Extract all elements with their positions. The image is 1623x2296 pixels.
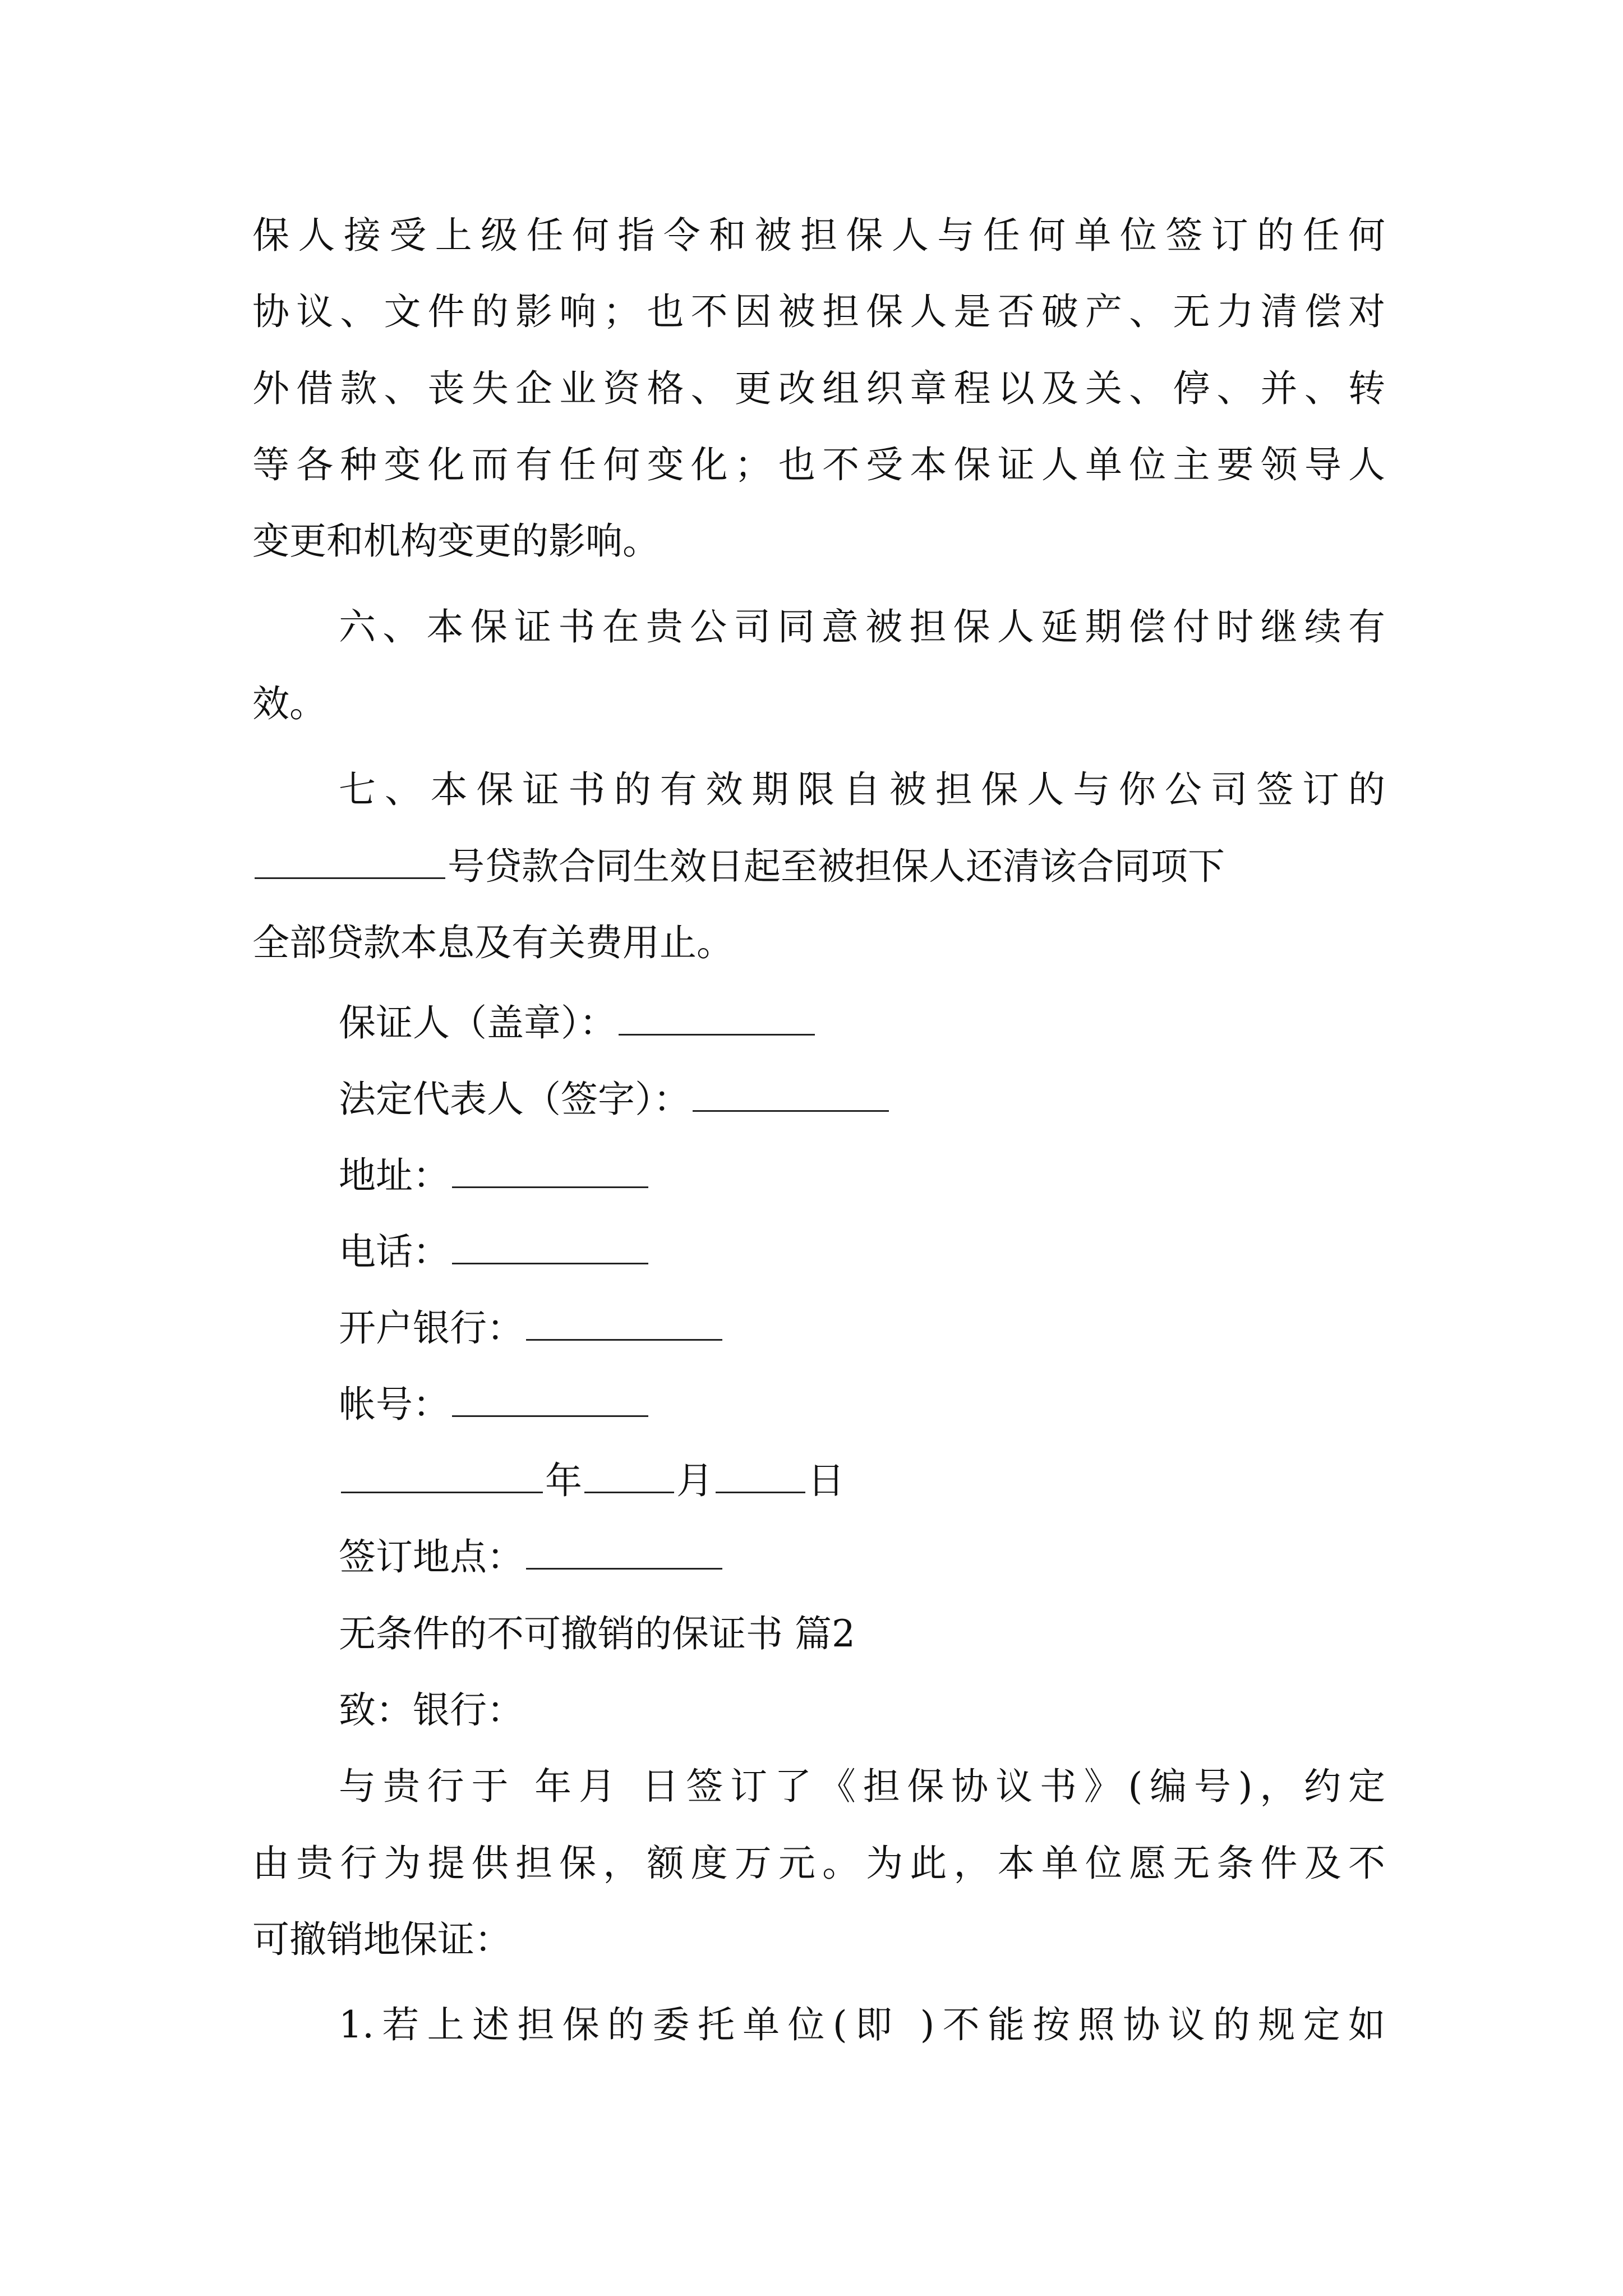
clause-7-line-2-text: 号贷款合同生效日起至被担保人还清该合同项下	[448, 845, 1225, 888]
clause-7-line-2	[252, 840, 1385, 894]
address-field	[339, 1149, 1385, 1203]
place-field	[339, 1530, 1385, 1584]
date-field	[339, 1454, 1385, 1508]
guarantor-label: 保证人（盖章）：	[339, 1001, 616, 1045]
body-line-2: 协议、文件的影响；也不因被担保人是否破产、无力清偿对	[252, 290, 1385, 333]
month-blank	[584, 1457, 674, 1493]
body-line-3: 外借款、丧失企业资格、更改组织章程以及关、停、并、转	[252, 367, 1385, 410]
section-2-line-3: 可撤销地保证：	[252, 1918, 511, 1961]
year-blank	[341, 1457, 543, 1493]
bank-label: 开户银行：	[339, 1306, 524, 1350]
account-label: 帐号：	[339, 1383, 450, 1426]
legal-rep-label: 法定代表人（签字）：	[339, 1078, 690, 1121]
day-label: 日	[808, 1459, 845, 1502]
body-line-4: 等各种变化而有任何变化；也不受本保证人单位主要领导人	[252, 443, 1385, 486]
year-label: 年	[545, 1459, 582, 1502]
body-line-1: 保人接受上级任何指令和被担保人与任何单位签订的任何	[252, 214, 1385, 257]
day-blank	[716, 1457, 805, 1493]
section-2-line-4: 1.若上述担保的委托单位(即 )不能按照协议的规定如	[339, 2003, 1385, 2046]
clause-7-line-3: 全部贷款本息及有关费用止。	[252, 921, 734, 964]
phone-blank	[452, 1228, 648, 1264]
bank-blank	[526, 1304, 722, 1341]
section-2-line-2: 由贵行为提供担保，额度万元。为此，本单位愿无条件及不	[252, 1842, 1385, 1885]
section-2-line-1: 与贵行于 年月 日签订了《担保协议书》(编号)，约定	[339, 1765, 1385, 1808]
phone-field	[339, 1225, 1385, 1279]
place-blank	[526, 1533, 722, 1570]
account-blank	[452, 1381, 648, 1417]
legal-rep-field	[339, 1073, 1385, 1126]
clause-6-line-2: 效。	[252, 682, 326, 725]
bank-field	[339, 1301, 1385, 1355]
guarantor-blank	[619, 999, 815, 1036]
addressee-line: 致：银行：	[339, 1688, 524, 1732]
place-label: 签订地点：	[339, 1535, 524, 1579]
clause-7-line-1: 七、本保证书的有效期限自被担保人与你公司签订的	[339, 768, 1385, 811]
phone-label: 电话：	[339, 1230, 450, 1273]
guarantor-field	[339, 996, 1385, 1050]
contract-number-blank	[255, 843, 445, 879]
legal-rep-blank	[693, 1075, 889, 1112]
section-2-title: 无条件的不可撤销的保证书 篇2	[339, 1612, 855, 1655]
account-field	[339, 1378, 1385, 1432]
body-line-5: 变更和机构变更的影响。	[252, 519, 660, 563]
month-label: 月	[676, 1459, 713, 1502]
address-label: 地址：	[339, 1154, 450, 1197]
clause-6-line-1: 六、本保证书在贵公司同意被担保人延期偿付时继续有	[339, 605, 1385, 648]
address-blank	[452, 1152, 648, 1188]
